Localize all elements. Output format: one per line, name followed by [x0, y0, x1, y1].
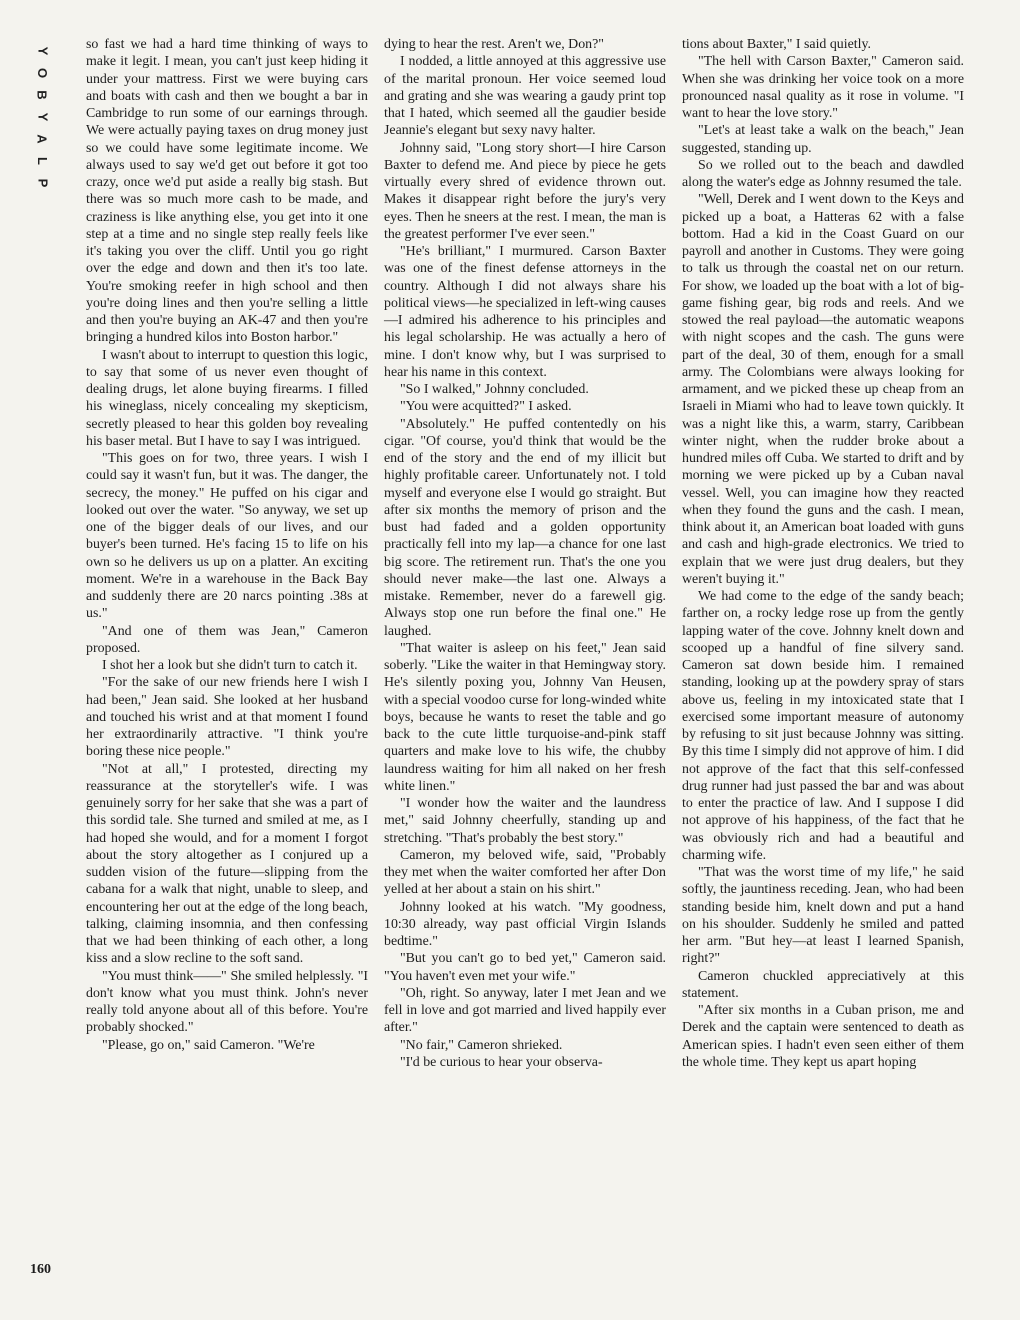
paragraph: "Absolutely." He puffed contentedly on his cigar. "Of course, you'd think that would be the end of the story and the end of my illicit but highly profitable career. Unfortunately not. I told myself and everyone else I would go straight. But after six months the memory of prison and the bust had faded and a golden opportunity practically fell into my lap—a chance for one last big score. The retirement run. That's the one you should never make—the last one. Always a mistake. Remember, never do a farewell gig. Always stop one run before the final one." He laughed. — [384, 416, 666, 639]
paragraph: "For the sake of our new friends here I wish I had been," Jean said. She looked at her husband and touched his wrist and at that moment I found her extraordinarily attractive. "I think you're boring these nice people." — [86, 675, 368, 760]
paragraph: "Please, go on," said Cameron. "We're — [102, 1037, 315, 1053]
paragraph: I wasn't about to interrupt to question this logic, to say that some of us never even thought of dealing drugs, let alone buying firearms. I filled his wineglass, nicely concealing my skepticism, secretly pleased to hear this golden boy revealing his baser metal. But I have to say I was intrigued. — [86, 347, 369, 449]
sidebar-letter: Y — [34, 46, 50, 56]
paragraph: so fast we had a hard time thinking of ways to make it legit. I mean, you can't just keep hiding it under your mattress. First we were buying cars and boats with cash and then we bought a bar in Cambridge to run some of our earnings through. We were actually paying taxes on drug money just so we could have some legitimate income. We always used to say we'd get out before it got too crazy, once we'd put aside a really big stash. But there was so much more cash to be made, and craziness is like anything else, you get into it one step at a time and no single step really feels like it's taking you over the cliff. Until you go right over the edge and down and then it's too late. You're smoking reefer in high school and then you're doing lines and then you're selling a little and then you're buying an AK-47 and then you're bringing a hundred kilos into Boston harbor." — [86, 37, 368, 346]
paragraph: Johnny said, "Long story short—I hire Carson Baxter to defend me. And piece by piece he gets virtually every shred of evidence thrown out. Makes it disappear right before the jury's very eyes. Then he sneers at the rest. I mean, the man is the greatest performer I've ever seen." — [384, 140, 666, 242]
paragraph: dying to hear the rest. Aren't we, Don?" — [384, 37, 604, 52]
paragraph: "That was the worst time of my life," he said softly, the jauntiness receding. Jean, who had been standing beside him, knelt down and put a hand on his shoulder. Suddenly he smiled and patted her arm. "But hey—at least I learned Spanish, right?" — [682, 865, 964, 967]
text-column-3 — [682, 36, 964, 1071]
sidebar-letter: Y — [34, 112, 50, 122]
paragraph: "That waiter is asleep on his feet," Jean said soberly. "Like the waiter in that Hemingway story. He's silently poxing you, Johnny Van Heusen, with a special voodoo curse for long-winded white boys, because he wants to reset the table and go back to the cute little turquoise-and-pink staff quarters and make love to his wife, the chubby laundress waiting for him all naked on her fresh white linen." — [384, 640, 666, 794]
sidebar-letter: O — [35, 67, 50, 79]
magazine-sidebar-logo — [30, 40, 54, 194]
paragraph: "The hell with Carson Baxter," Cameron said. When she was drinking her voice took on a more pronounced nasal quality as it rose in volume. "I want to hear the love story." — [682, 54, 964, 121]
paragraph: "No fair," Cameron shrieked. — [400, 1037, 563, 1053]
paragraph: tions about Baxter," I said quietly. — [682, 37, 872, 52]
paragraph: "He's brilliant," I murmured. Carson Baxter was one of the finest defense attorneys in the country. Although I did not always share his political views—he specialized in left-wing causes—I admired his adherence to his principles and his legal scholarship. He was actually a hero of mine. I don't know why, but I was surprised to hear his name in this context. — [384, 244, 666, 380]
paragraph: I shot her a look but she didn't turn to catch it. — [102, 658, 358, 673]
sidebar-letter: A — [34, 134, 50, 144]
sidebar-letter: L — [34, 157, 50, 165]
page-number: 160 — [30, 1262, 51, 1277]
paragraph: "So I walked," Johnny concluded. — [400, 382, 589, 397]
paragraph: "I'd be curious to hear your observa- — [400, 1054, 603, 1070]
paragraph: "Not at all," I protested, directing my reassurance at the storyteller's wife. I was genuinely sorry for her sake that she was a part of this sordid tale. She turned and smiled at me, as I had hoped she would, and for a moment I forgot about the story altogether as I conjured up a sudden vision of the future—slipping from the cabana for a walk that night, unable to sleep, and encountering her out at the edge of the long beach, talking, claiming insomnia, and then confessing that we had been thinking of each other, a long kiss and a slow recline to the soft sand. — [86, 761, 368, 967]
paragraph: Cameron chuckled appreciatively at this statement. — [682, 968, 964, 1001]
paragraph: "You were acquitted?" I asked. — [400, 399, 572, 415]
paragraph: "Oh, right. So anyway, later I met Jean and we fell in love and got married and lived happily ever after." — [384, 985, 666, 1036]
paragraph: "Well, Derek and I went down to the Keys and picked up a boat, a Hatteras 62 with a false bottom. Had a kid in the Coast Guard on our payroll and another in Customs. They were going to talk us through the coastal net on our return. For show, we loaded up the boat with a lot of big-game fishing gear, big rods and reels. And we stowed the real payload—the automatic weapons with night scopes and the cash. The guns were part of the deal, 30 of them, enough for a small army. The Colombians were always looking for armament, and we picked these up cheap from an Israeli in Miami who had to leave town quickly. It was a night like this, a warm, starry, Caribbean winter night, when the rudder broke about a hundred miles off Cuba. We started to drift and by morning we were picked up by a Cuban naval vessel. Well, you can imagine how they reacted when they found the guns and the cash. I mean, think about it, an American boat loaded with guns and cash and high-grade electronics. We tried to explain that we were just drug dealers, but they weren't buying it." — [682, 192, 964, 587]
sidebar-letter: B — [34, 90, 50, 100]
text-column-1 — [86, 36, 368, 1054]
paragraph: "Let's at least take a walk on the beach," Jean suggested, standing up. — [682, 123, 964, 156]
paragraph: "You must think——" She smiled helplessly. "I don't know what you must think. John's never really told anyone about all of this before. You're probably shocked." — [86, 968, 368, 1036]
paragraph: "And one of them was Jean," Cameron proposed. — [86, 623, 368, 656]
paragraph: We had come to the edge of the sandy beach; farther on, a rocky ledge rose up from the gently lapping water of the cove. Johnny knelt down and scooped up a handful of fine silvery sand. Cameron sat down beside him. I remained standing, looking up at the powdery spray of stars above us, feeling in my intoxicated state that I exercised some important measure of autonomy by refusing to sit just because Johnny was sitting. By this time I simply did not approve of him. I did not approve of the fact that this self-confessed drug runner had just passed the bar and was about to enter the practice of law. And I suppose I did not approve of his happiness, of the fact that he was obviously rich and had a beautiful and charming wife. — [682, 589, 964, 863]
paragraph: "This goes on for two, three years. I wish I could say it wasn't fun, but it was. The danger, the secrecy, the money." He puffed on his cigar and looked out over the water. "So anyway, we set up one of the bigger deals of our lives, and our buyer's been turned. He's facing 15 to life on his own so he delivers us up on a platter. An exciting moment. We're in a warehouse in the Back Bay and suddenly there are 20 narcs pointing .38s at us." — [86, 451, 368, 622]
paragraph: So we rolled out to the beach and dawdled along the water's edge as Johnny resumed the tale. — [682, 157, 964, 190]
paragraph: Cameron, my beloved wife, said, "Probably they met when the waiter comforted her after Don yelled at her about a stain on his shirt." — [384, 847, 666, 898]
text-column-2 — [384, 36, 666, 1071]
paragraph: "After six months in a Cuban prison, me and Derek and the captain were sentenced to death as American spies. I hadn't even seen either of them the whole time. They kept us apart hoping — [682, 1003, 964, 1070]
paragraph: Johnny looked at his watch. "My goodness, 10:30 already, way past official Virgin Islands bedtime." — [384, 899, 666, 949]
paragraph: "I wonder how the waiter and the laundress met," said Johnny cheerfully, standing up and stretching. "That's probably the best story." — [384, 796, 666, 846]
sidebar-letter: P — [34, 178, 50, 188]
paragraph: I nodded, a little annoyed at this aggressive use of the marital pronoun. Her voice seemed loud and grating and she was wearing a gaudy print top that I hated, which seemed all the gaudier beside Jeannie's elegant but sexy navy halter. — [384, 54, 666, 139]
paragraph: "But you can't go to bed yet," Cameron said. "You haven't even met your wife." — [384, 951, 666, 984]
